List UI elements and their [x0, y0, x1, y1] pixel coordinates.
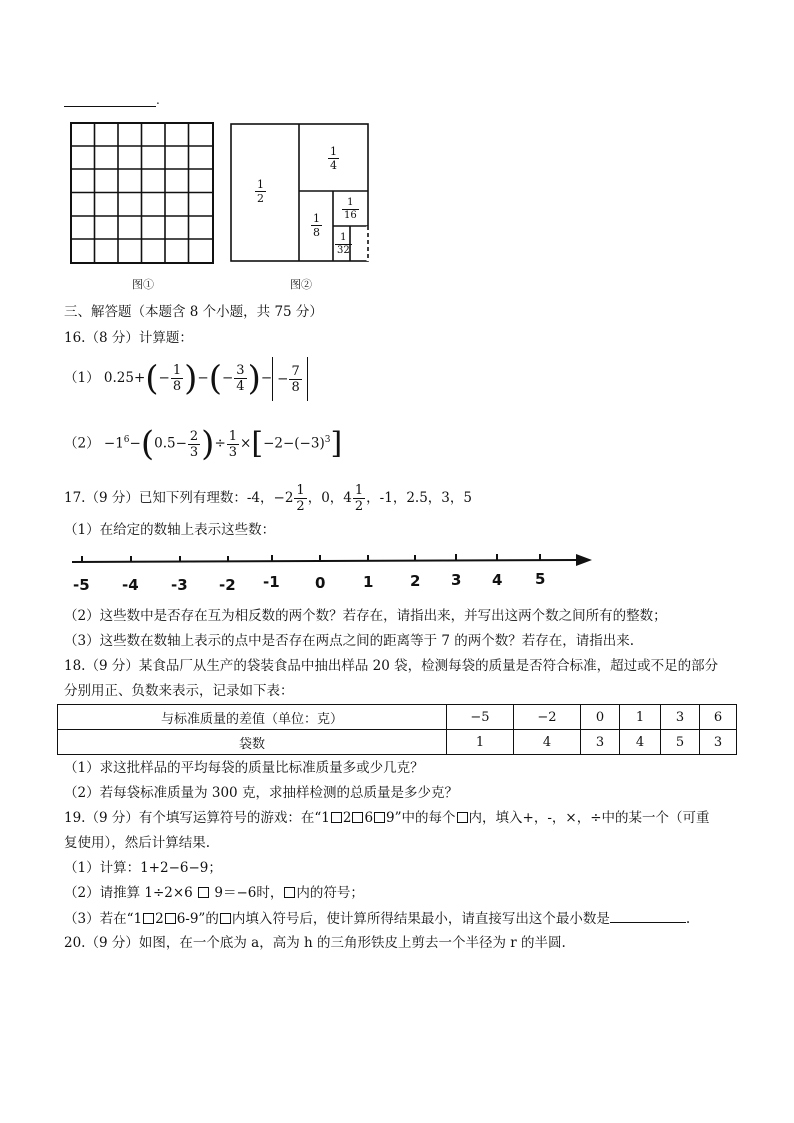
figure-2-caption: 图② [290, 278, 312, 291]
q19-part2 [64, 883, 364, 903]
axis-label: 0 [315, 574, 326, 592]
fraction-thirtysecond [335, 232, 352, 257]
frac-3-4 [234, 363, 246, 394]
q19-p3-end: . [685, 911, 691, 927]
q16-p2-label: （2） [64, 435, 100, 452]
paren-close: ) [247, 358, 261, 399]
q19-l1-e: 内，填入+，-，×，÷中的某一个（可重 [468, 810, 710, 826]
table-cell: 1 [620, 705, 661, 730]
frac-1-3 [227, 429, 239, 460]
box-icon [374, 812, 385, 823]
box-icon [220, 913, 231, 924]
axis-label: 2 [410, 572, 421, 590]
frac-den: 2 [257, 192, 264, 205]
q19-p3-a: （3）若在“1 [64, 911, 143, 927]
q19-p2-a: （2）请推算 1÷2×6 [64, 885, 198, 901]
frac-mixed1 [294, 483, 306, 514]
figure-1-caption: 图① [132, 278, 154, 291]
q19-l1-b: 2 [342, 810, 352, 826]
q17-header-a: 17.（9 分）已知下列有理数：-4， [64, 490, 274, 506]
q19-part1: （1）计算：1+2−6−9； [64, 860, 222, 876]
q19-p2-b: 9＝−6时， [214, 885, 284, 901]
box-icon [143, 913, 154, 924]
frac-den: 4 [236, 379, 245, 394]
table-cell: 3 [661, 705, 700, 730]
q16-part2: $(2) -1^6-(0.5-$ $\frac{2}{3}$ )÷ $\frac{1}{3}$ $\times[-2-(-3)^3]$ [64, 424, 343, 464]
frac-2-3 [188, 429, 200, 460]
q17-mixed2-whole: 4 [343, 490, 352, 506]
q16-p2-exp: 6 [123, 435, 130, 445]
frac-den: 3 [189, 444, 199, 460]
table-row [58, 705, 737, 730]
frac-num: 2 [189, 428, 199, 444]
frac-den: 3 [228, 444, 238, 460]
q19-l1-d: 9”中的每个 [386, 810, 456, 826]
q20-line: 20.（9 分）如图，在一个底为 a，高为 h 的三角形铁皮上剪去一个半径为 r 的半圆. [64, 935, 566, 951]
table-header-cell: 与标准质量的差值（单位：克） [58, 705, 447, 730]
axis-label: -4 [122, 576, 139, 594]
answer-blank-top [64, 92, 156, 107]
q17-part2: （2）这些数中是否存在互为相反数的两个数？若存在，请指出来，并写出这两个数之间所有的整数； [64, 608, 667, 624]
frac-num: 1 [342, 197, 359, 210]
blank-period: . [156, 93, 160, 107]
q16-half: 0.5− [154, 435, 187, 452]
q16-part1: （1） 0.25+(− $\frac{1}{8}$ )−(− $\frac{3}{4}$ )− − $\frac{7}{8}$ [64, 356, 308, 401]
frac-num: 7 [291, 363, 300, 379]
section-3-title: 三、解答题（本题含 8 个小题，共 75 分） [64, 304, 323, 320]
q19-l1-c: 6 [364, 810, 374, 826]
paren-close: ) [184, 358, 198, 399]
box-icon [352, 812, 363, 823]
frac-num: 1 [335, 232, 352, 245]
q18-line2: 分别用正、负数来表示，记录如下表： [64, 683, 294, 699]
q19-part3 [64, 908, 690, 929]
figure-1-grid [70, 122, 214, 264]
frac-7-8 [289, 364, 301, 395]
table-cell: 3 [700, 730, 737, 755]
q16-header: 16.（8 分）计算题： [64, 330, 193, 346]
frac-num: 1 [313, 212, 320, 225]
q17-mixed1-whole: −2 [273, 490, 294, 506]
frac-den: 8 [313, 226, 320, 239]
axis-label: 4 [492, 571, 503, 589]
q16-cube-exp: 3 [324, 435, 331, 445]
q16-inner: −2− [263, 435, 295, 452]
axis-label: -5 [73, 576, 90, 594]
table-cell: −5 [447, 705, 514, 730]
box-icon [331, 812, 342, 823]
q18-part1: （1）求这批样品的平均每袋的质量比标准质量多或少几克？ [64, 760, 424, 776]
axis-label: 5 [535, 570, 546, 588]
q17-part3: （3）这些数在数轴上表示的点中是否存在两点之间的距离等于 7 的两个数？若存在，请指出来. [64, 633, 635, 649]
q17-header [64, 478, 472, 518]
q19-p3-d: 内填入符号后，使计算所得结果最小，请直接写出这个最小数是 [231, 911, 610, 927]
frac-den: 16 [344, 210, 357, 221]
times-sign: × [240, 435, 252, 452]
table-cell: 5 [661, 730, 700, 755]
q18-table [57, 704, 737, 755]
frac-mixed2 [353, 483, 365, 514]
frac-num: 1 [228, 428, 238, 444]
box-icon [165, 913, 176, 924]
table-row [58, 730, 737, 755]
frac-num: 1 [257, 178, 264, 191]
axis-label: -3 [171, 576, 188, 594]
q19-line2: 复使用），然后计算结果. [64, 835, 211, 851]
box-icon [284, 887, 295, 898]
frac-den: 8 [291, 379, 300, 395]
fraction-sixteenth [342, 197, 359, 222]
q16-p2-start: −1 [103, 435, 124, 452]
q19-p3-c: 6-9”的 [176, 911, 219, 927]
frac-num: 1 [354, 483, 364, 498]
q19-l1-a: 19.（9 分）有个填写运算符号的游戏：在“1 [64, 810, 330, 826]
q19-p2-c: 内的符号； [296, 885, 364, 901]
table-cell: 6 [700, 705, 737, 730]
q18-part2: （2）若每袋标准质量为 300 克，求抽样检测的总质量是多少克？ [64, 785, 458, 801]
table-cell: 4 [620, 730, 661, 755]
paren-open: ( [208, 358, 222, 399]
q18-line1: 18.（9 分）某食品厂从生产的袋装食品中抽出样品 20 袋，检测每袋的质量是否符合标准，超过或不足的部分 [64, 658, 719, 674]
axis-label: 3 [451, 571, 462, 589]
table-cell: 3 [581, 730, 620, 755]
paren-open: ( [140, 424, 155, 464]
frac-den: 2 [296, 499, 305, 514]
table-cell: 1 [447, 730, 514, 755]
table-cell: 4 [514, 730, 581, 755]
figure-2-fractions [229, 122, 375, 264]
answer-blank [610, 908, 686, 923]
table-header-cell: 袋数 [58, 730, 447, 755]
frac-num: 3 [236, 363, 245, 378]
bracket-close: ] [330, 426, 343, 461]
axis-label: -1 [263, 573, 280, 591]
frac-num: 1 [330, 145, 337, 158]
q16-p1-label: （1） [64, 370, 100, 386]
div-sign: ÷ [214, 435, 226, 452]
bracket-open: [ [251, 426, 264, 461]
frac-den: 8 [172, 379, 182, 394]
frac-1-8 [171, 363, 183, 394]
frac-den: 2 [354, 499, 364, 514]
table-cell: −2 [514, 705, 581, 730]
frac-den: 32 [337, 245, 350, 256]
number-line [70, 550, 594, 574]
q16-cube-base: (−3) [294, 435, 325, 452]
frac-num: 1 [172, 363, 182, 378]
q19-p3-b: 2 [155, 911, 164, 927]
table-cell: 0 [581, 705, 620, 730]
box-icon [198, 887, 209, 898]
q17-mid: ，0， [307, 490, 344, 506]
fraction-half [255, 178, 266, 205]
q19-line1 [64, 808, 710, 828]
frac-den: 4 [330, 159, 337, 172]
q17-part1: （1）在给定的数轴上表示这些数： [64, 522, 276, 538]
q17-header-b: ，-1，2.5，3，5 [366, 490, 472, 506]
paren-open: ( [145, 358, 159, 399]
axis-label: 1 [363, 573, 374, 591]
q16-p1-start: 0.25+ [103, 370, 146, 386]
paren-close: ) [201, 424, 215, 464]
frac-num: 1 [296, 483, 305, 498]
fraction-eighth [311, 212, 322, 239]
absolute-value: − $\frac{7}{8}$ [272, 357, 308, 401]
axis-label: -2 [219, 576, 236, 594]
fraction-quarter [328, 145, 339, 172]
box-icon [457, 812, 468, 823]
